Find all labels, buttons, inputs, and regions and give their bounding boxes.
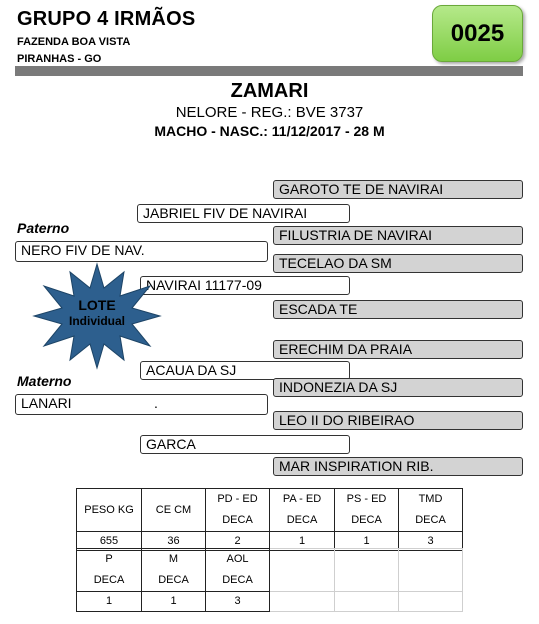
lot-number-badge: 0025	[432, 5, 523, 62]
animal-name: ZAMARI	[230, 80, 309, 102]
value-aol: 3	[206, 592, 270, 612]
value-m: 1	[142, 592, 206, 612]
header-m	[142, 549, 206, 592]
value-ps: 1	[335, 532, 399, 551]
pedigree-sire-dam-sire: TECELAO DA SM	[273, 254, 523, 273]
empty-cell	[399, 592, 463, 612]
empty-cell	[270, 549, 335, 592]
pedigree-dam-dam-sire: LEO II DO RIBEIRAO	[273, 411, 523, 430]
pedigree-dam-sire: ACAUA DA SJ	[140, 361, 350, 380]
header-tmd	[399, 489, 463, 532]
pedigree-dam-dam: GARCA	[140, 435, 350, 454]
header-text: AOL	[226, 553, 249, 565]
header-text: CE CM	[155, 503, 192, 516]
value-p: 1	[77, 592, 142, 612]
header-divider	[15, 66, 523, 76]
pedigree-dam-name: LANARI	[21, 395, 72, 411]
pedigree-sire-sire: JABRIEL FIV DE NAVIRAI	[137, 204, 350, 223]
header-p	[77, 549, 142, 592]
header-ps-ed	[335, 489, 399, 532]
header-text: TMD	[418, 493, 443, 505]
header-pa-ed	[270, 489, 335, 532]
paterno-label: Paterno	[17, 220, 70, 236]
header-subtext: DECA	[93, 574, 125, 586]
empty-cell	[399, 549, 463, 592]
table-row	[77, 592, 463, 612]
lote-text: LOTE	[78, 297, 116, 313]
lote-individual-text	[52, 297, 142, 329]
individual-text: Individual	[68, 314, 125, 328]
header-text: PA - ED	[282, 493, 322, 505]
header-subtext: DECA	[158, 574, 189, 586]
pedigree-sire: NERO FIV DE NAV.	[15, 241, 268, 262]
header-text: PD - ED	[217, 493, 258, 505]
pedigree-dam-sire-dam: INDONEZIA DA SJ	[273, 378, 523, 397]
header-subtext: DECA	[222, 514, 253, 526]
pedigree-dam-dam-dam: MAR INSPIRATION RIB.	[273, 457, 523, 476]
farm-location: PIRANHAS - GO	[17, 53, 102, 65]
pedigree-dam-mark: .	[154, 395, 158, 411]
pedigree-dam	[15, 394, 268, 415]
farm-group-title: GRUPO 4 IRMÃOS	[17, 8, 196, 30]
value-ce: 36	[142, 532, 206, 551]
pedigree-sire-sire-dam: FILUSTRIA DE NAVIRAI	[273, 226, 523, 245]
table-row	[77, 549, 463, 592]
value-pd: 2	[206, 532, 270, 551]
empty-cell	[335, 549, 399, 592]
header-text: PESO KG	[84, 503, 134, 516]
performance-table-1	[76, 488, 463, 551]
header-subtext: DECA	[286, 514, 318, 526]
header-text: PS - ED	[346, 493, 387, 505]
header-text: M	[168, 553, 179, 565]
empty-cell	[270, 592, 335, 612]
animal-breed-registration: NELORE - REG.: BVE 3737	[175, 104, 364, 121]
farm-name: FAZENDA BOA VISTA	[17, 36, 131, 48]
performance-table-2	[76, 548, 463, 612]
pedigree-sire-sire-sire: GAROTO TE DE NAVIRAI	[273, 180, 523, 199]
empty-cell	[335, 592, 399, 612]
materno-label: Materno	[17, 373, 72, 389]
header-ce-cm	[142, 489, 206, 532]
header-pd-ed	[206, 489, 270, 532]
header-subtext: DECA	[415, 514, 446, 526]
header-subtext: DECA	[351, 514, 382, 526]
table-row	[77, 489, 463, 532]
value-tmd: 3	[399, 532, 463, 551]
pedigree-sire-dam-dam: ESCADA TE	[273, 300, 523, 319]
pedigree-dam-sire-sire: ERECHIM DA PRAIA	[273, 340, 523, 359]
pedigree-sire-dam: NAVIRAI 11177-09	[140, 276, 350, 295]
header-subtext: DECA	[222, 574, 253, 586]
header-text: P	[105, 553, 113, 565]
header-aol	[206, 549, 270, 592]
value-peso: 655	[77, 532, 142, 551]
value-pa: 1	[270, 532, 335, 551]
header-peso-kg	[77, 489, 142, 532]
animal-sex-birth: MACHO - NASC.: 11/12/2017 - 28 M	[154, 123, 385, 139]
